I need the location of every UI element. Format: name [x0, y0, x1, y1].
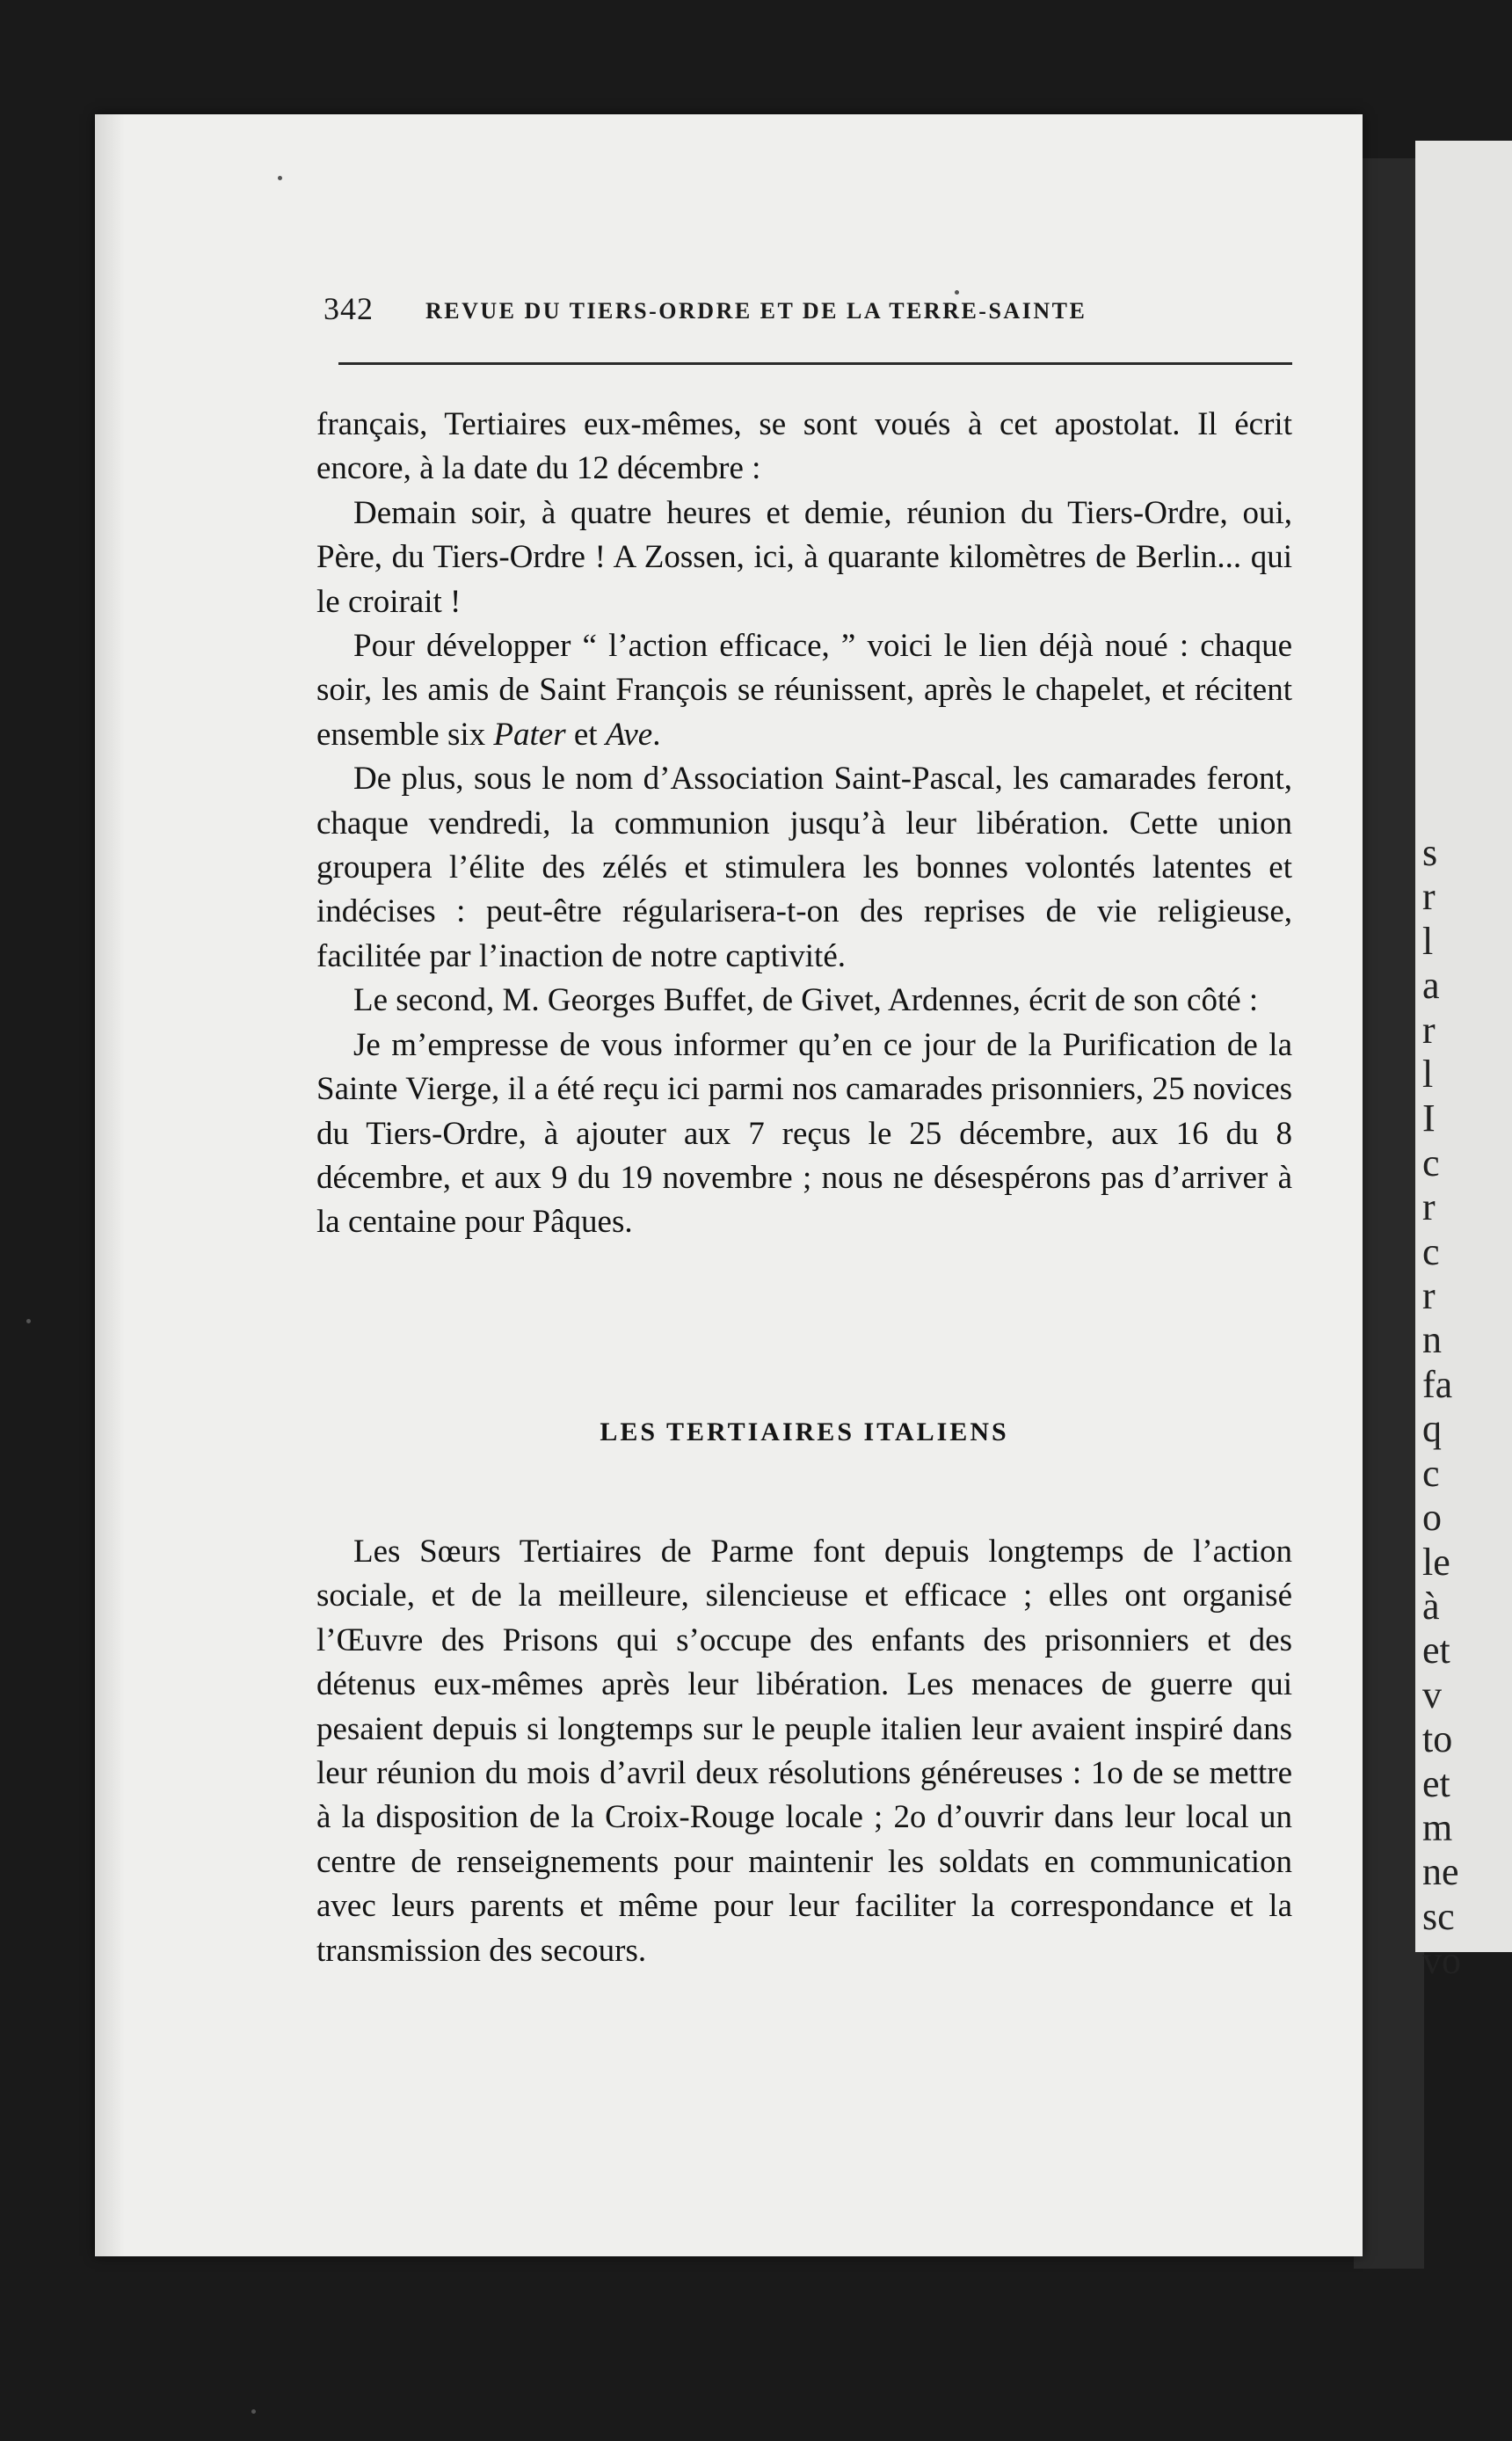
paragraph-5: Le second, M. Georges Buffet, de Givet, Ardennes, écrit de son côté :	[353, 982, 1259, 1019]
adjacent-page-fragment: q	[1422, 1407, 1442, 1451]
paragraph-6: Je m’empresse de vous informer qu’en ce jour de la Purification de la Sainte Vierge, il a été reçu ici parmi nos camarades prisonniers, 25 novices du Tiers-Ordre, à ajouter aux 7 reçus le 25 décembre, aux 16 du 8 décembre, et aux 9 du 19 novembre ; nous ne désespérons pas d’arriver à la centaine pour Pâques.	[316, 1026, 1292, 1241]
paragraph-3-mid: et	[565, 716, 606, 753]
adjacent-page-fragment: r	[1422, 875, 1436, 919]
paragraph-3-end: .	[652, 716, 661, 753]
page-shadow	[1354, 158, 1424, 2269]
header-rule	[338, 362, 1292, 365]
page-gutter	[95, 114, 125, 2256]
adjacent-page-fragment: r	[1422, 1008, 1436, 1052]
adjacent-page-fragment: l	[1422, 1053, 1434, 1097]
adjacent-page-fragment: c	[1422, 1140, 1440, 1184]
adjacent-page-fragment: r	[1422, 1274, 1436, 1318]
adjacent-page-fragment: à	[1422, 1584, 1440, 1628]
adjacent-page-fragment: c	[1422, 1451, 1440, 1495]
adjacent-page-fragment: et	[1422, 1761, 1450, 1805]
film-speck	[955, 290, 959, 295]
ave-italic: Ave	[605, 716, 653, 753]
adjacent-page-fragments	[1415, 831, 1461, 1984]
paragraph-2: Demain soir, à quatre heures et demie, réunion du Tiers-Ordre, oui, Père, du Tiers-Ordre ! A Zossen, ici, à quarante kilomètres de Berlin... qui le croirait !	[316, 494, 1292, 620]
adjacent-page-fragment: l	[1422, 919, 1434, 963]
adjacent-page-fragment: to	[1422, 1717, 1453, 1761]
adjacent-page-fragment: sc	[1422, 1894, 1455, 1938]
adjacent-page-fragment: I	[1422, 1097, 1436, 1140]
film-speck	[278, 176, 282, 180]
adjacent-page-fragment: o	[1422, 1496, 1442, 1540]
adjacent-page-fragment: fa	[1422, 1362, 1453, 1406]
paragraph-3-text: Pour développer “ l’action efficace, ” voici le lien déjà noué : chaque soir, les amis de Saint François se réunissent, après le chapelet, et récitent ensemble six	[316, 628, 1292, 753]
adjacent-page-fragment: m	[1422, 1805, 1453, 1849]
adjacent-page-fragment: s	[1422, 831, 1438, 874]
film-speck	[26, 1319, 31, 1323]
body-section-1	[316, 403, 1292, 1245]
film-speck	[251, 2409, 256, 2414]
adjacent-page-fragment: v	[1422, 1672, 1442, 1716]
body-section-2	[316, 1530, 1292, 1973]
paragraph-7: Les Sœurs Tertiaires de Parme font depuis longtemps de l’action sociale, et de la meilleure, silencieuse et efficace ; elles ont organisé l’Œuvre des Prisons qui s’occupe des enfants des prisonniers et des détenus eux-mêmes après leur libération. Les menaces de guerre qui pesaient depuis si longtemps sur le peuple italien leur avaient inspiré dans leur réunion du mois d’avril deux résolutions généreuses : 1o de se mettre à la disposition de la Croix-Rouge locale ; 2o d’ouvrir dans leur local un centre de renseignements pour maintenir les soldats en communication avec leurs parents et même pour leur faciliter la correspondance et la transmission des secours.	[316, 1534, 1292, 1969]
adjacent-page-fragment: ne	[1422, 1850, 1459, 1894]
paragraph-3	[316, 624, 1292, 757]
page-header	[323, 290, 1292, 343]
adjacent-page-fragment: vo	[1422, 1939, 1461, 1983]
running-title: REVUE DU TIERS-ORDRE ET DE LA TERRE-SAINTE	[425, 298, 1087, 324]
adjacent-page-fragment: n	[1422, 1318, 1442, 1362]
pater-italic: Pater	[493, 716, 566, 753]
adjacent-page-fragment: r	[1422, 1185, 1436, 1229]
paragraph-1: français, Tertiaires eux-mêmes, se sont voués à cet apostolat. Il écrit encore, à la date du 12 décembre :	[316, 406, 1292, 487]
adjacent-page-fragment: et	[1422, 1629, 1450, 1672]
adjacent-page-fragment: a	[1422, 964, 1440, 1008]
paragraph-4: De plus, sous le nom d’Association Saint-Pascal, les camarades feront, chaque vendredi, la communion jusqu’à leur libération. Cette union groupera l’élite des zélés et stimulera les bonnes volontés latentes et indécises : peut-être régularisera-t-on des reprises de vie religieuse, facilitée par l’inaction de notre captivité.	[316, 761, 1292, 974]
adjacent-page-fragment: c	[1422, 1229, 1440, 1273]
adjacent-page	[1415, 141, 1512, 1983]
adjacent-page-fragment: le	[1422, 1540, 1450, 1584]
section-heading: LES TERTIAIRES ITALIENS	[600, 1417, 1009, 1446]
page-number: 342	[323, 291, 374, 326]
